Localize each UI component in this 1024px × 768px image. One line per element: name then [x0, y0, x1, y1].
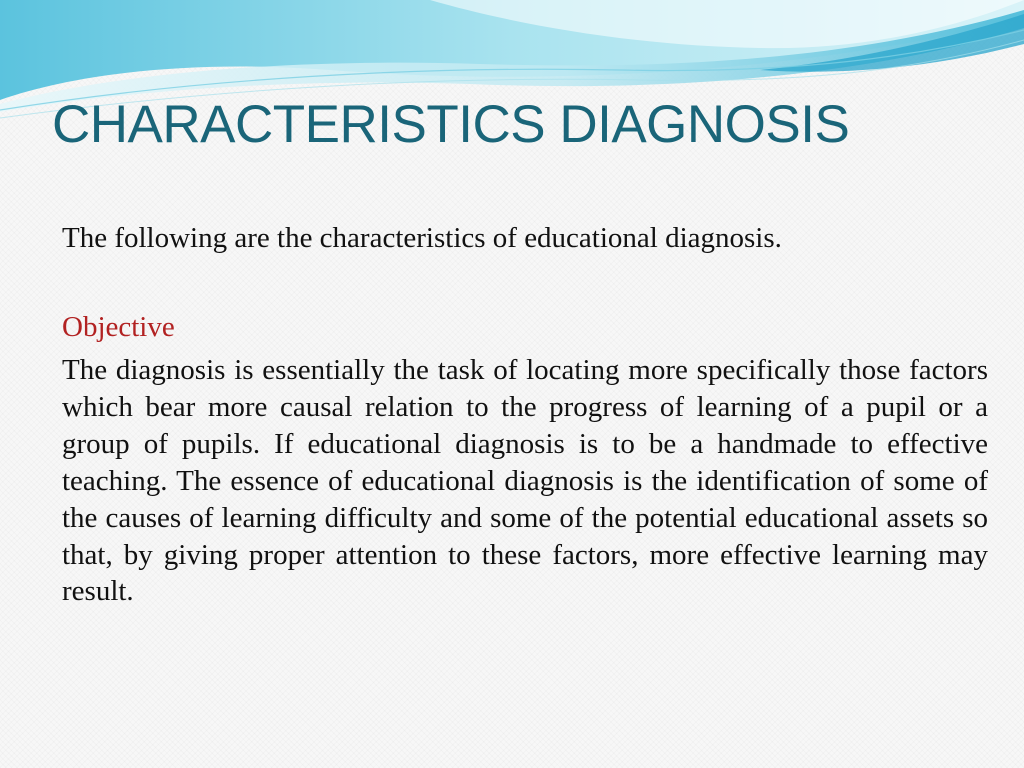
slide-title: CHARACTERISTICS DIAGNOSIS — [52, 95, 850, 154]
slide-content — [62, 220, 988, 610]
section-heading: Objective — [62, 311, 175, 343]
intro-text: The following are the characteristics of educational diagnosis. — [62, 222, 782, 254]
section-body: The diagnosis is essentially the task of locating more specifically those factors which bear more causal relation to the progress of learning of a pupil or a group of pupils. If educational diagnosis is to be a handmade to effective teaching. The essence of educational diagnosis is the identification of some of the causes of learning difficulty and some of the potential educational assets so that, by giving proper attention to these factors, more effective learning may result. — [62, 354, 988, 608]
